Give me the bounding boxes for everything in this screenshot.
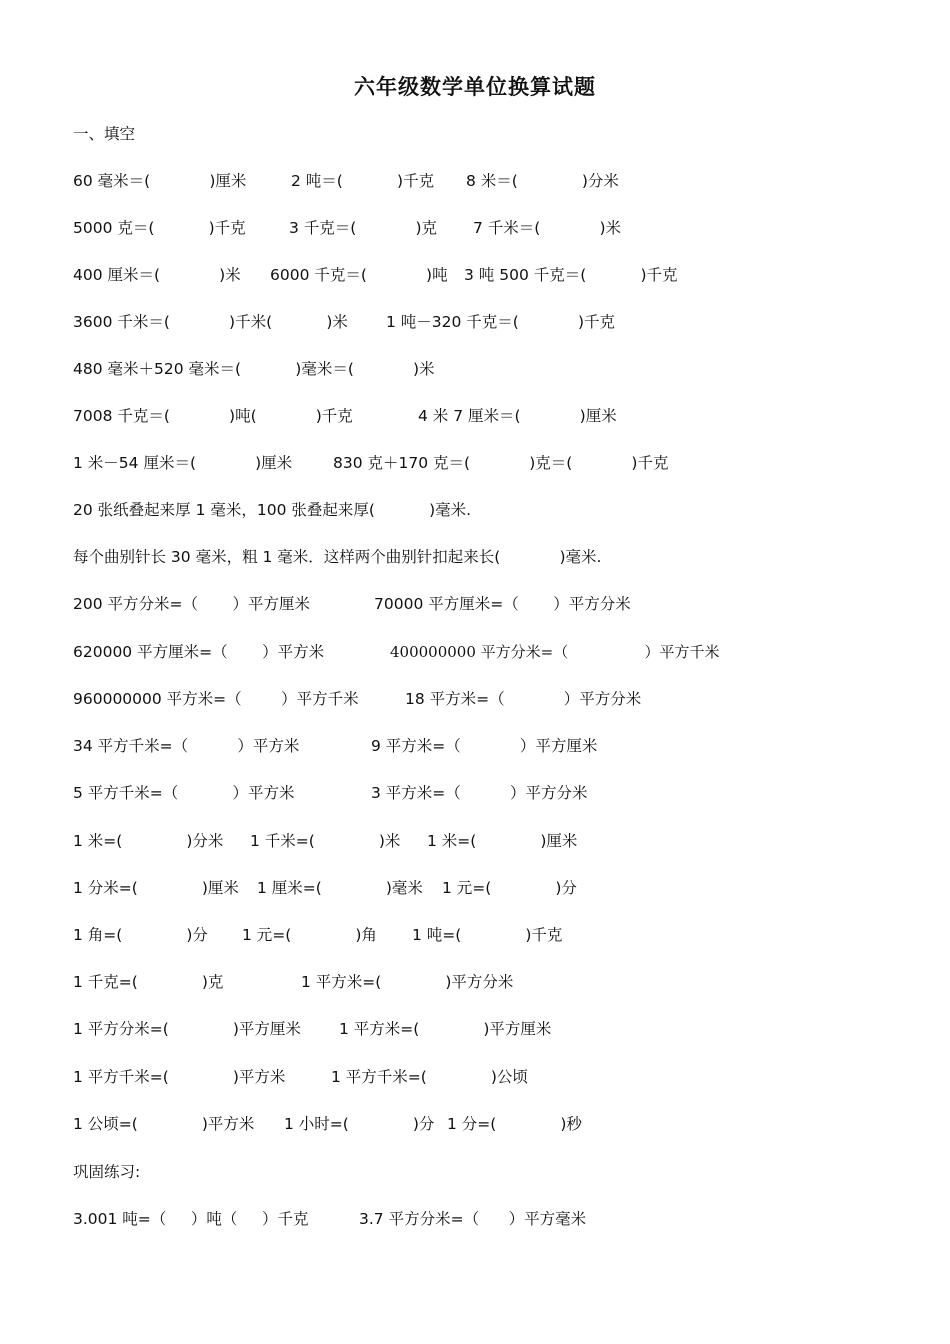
exercise-row [73, 875, 577, 901]
exercise-item: 3.7 平方分米=（ ）平方毫米 [359, 1210, 587, 1228]
exercise-item: 4 米 7 厘米＝( )厘米 [418, 407, 617, 425]
exercise-row [73, 591, 631, 617]
exercise-item: 3600 千米＝( )千米( )米 [73, 313, 348, 331]
exercise-item: 830 克＋170 克＝( )克＝( )千克 [333, 454, 669, 472]
exercise-item: 1 分=( )秒 [447, 1115, 582, 1133]
exercise-item: 1 角=( )分 [73, 926, 208, 944]
exercise-item: 1 吨－320 千克＝( )千克 [386, 313, 616, 331]
exercise-item: 18 平方米=（ ）平方分米 [405, 690, 642, 708]
exercise-item: 960000000 平方米=（ ）平方千米 [73, 690, 359, 708]
exercise-item: 3 千克＝( )克 [289, 219, 438, 237]
exercise-row [73, 215, 622, 241]
exercise-row [73, 450, 669, 476]
exercise-item: 1 小时=( )分 [284, 1115, 435, 1133]
exercise-item: 1 吨=( )千克 [412, 926, 563, 944]
exercise-row [73, 922, 563, 948]
exercise-row [73, 1111, 582, 1137]
section-label: 巩固练习: [73, 1163, 141, 1181]
exercise-row [73, 969, 514, 995]
exercise-item: 60 毫米＝( )厘米 [73, 172, 247, 190]
exercise-item: 1 平方米=( )平方厘米 [339, 1020, 552, 1038]
exercise-item: 480 毫米＋520 毫米＝( )毫米＝( )米 [73, 360, 435, 378]
section-heading-fill [73, 121, 136, 147]
exercise-item: 7008 千克＝( )吨( )千克 [73, 407, 353, 425]
exercise-item: 1 千米=( )米 [250, 832, 401, 850]
exercise-row [73, 1016, 552, 1042]
practice-row [73, 1206, 587, 1232]
exercise-item: 1 公顷=( )平方米 [73, 1115, 255, 1133]
exercise-row [73, 1064, 528, 1090]
section-heading-practice [73, 1159, 141, 1185]
exercise-row [73, 262, 678, 288]
exercise-item: 1 平方分米=( )平方厘米 [73, 1020, 301, 1038]
exercise-row [73, 639, 720, 665]
exercise-item: 3 平方米=（ ）平方分米 [371, 784, 588, 802]
exercise-row [73, 686, 642, 712]
exercise-item: 5000 克＝( )千克 [73, 219, 246, 237]
exercise-item: 1 平方千米=( )公顷 [331, 1068, 528, 1086]
exercise-item: 400 厘米＝( )米 [73, 266, 241, 284]
exercise-row [73, 356, 435, 382]
exercise-item: 1 米－54 厘米＝( )厘米 [73, 454, 293, 472]
exercise-item: 5 平方千米=（ ）平方米 [73, 784, 295, 802]
exercise-item: 2 吨＝( )千克 [291, 172, 435, 190]
exercise-item: 1 厘米=( )毫米 [257, 879, 423, 897]
exercise-item: 1 分米=( )厘米 [73, 879, 239, 897]
exercise-row [73, 168, 619, 194]
exercise-item: 1 米=( )厘米 [427, 832, 578, 850]
exercise-item: 1 千克=( )克 [73, 973, 224, 991]
exercise-row [73, 497, 472, 523]
exercise-row [73, 828, 578, 854]
exercise-item: 9 平方米=（ ）平方厘米 [371, 737, 598, 755]
exercise-row [73, 733, 598, 759]
exercise-row [73, 403, 617, 429]
exercise-item: 1 元=( )分 [442, 879, 577, 897]
exercise-row [73, 544, 602, 570]
exercise-item: 1 平方米=( )平方分米 [301, 973, 514, 991]
exercise-item: 1 米=( )分米 [73, 832, 224, 850]
exercise-item: 每个曲别针长 30 毫米，粗 1 毫米．这样两个曲别针扣起来长( )毫米. [73, 548, 602, 566]
exercise-item: 8 米＝( )分米 [466, 172, 619, 190]
exercise-item: 34 平方千米=（ ）平方米 [73, 737, 300, 755]
exercise-item: 400000000 平方分米=（ ）平方千米 [390, 643, 720, 661]
exercise-item: 7 千米＝( )米 [473, 219, 622, 237]
exercise-item: 620000 平方厘米=（ ）平方米 [73, 643, 325, 661]
section-label: 一、填空 [73, 125, 136, 143]
exercise-item: 20 张纸叠起来厚 1 毫米，100 张叠起来厚( )毫米. [73, 501, 472, 519]
exercise-row [73, 780, 588, 806]
exercise-row [73, 309, 616, 335]
worksheet-title: 六年级数学单位换算试题 [354, 75, 596, 99]
exercise-item: 200 平方分米=（ ）平方厘米 [73, 595, 310, 613]
exercise-item: 3.001 吨=（ ）吨（ ）千克 [73, 1210, 309, 1228]
exercise-item: 70000 平方厘米=（ ）平方分米 [374, 595, 631, 613]
exercise-item: 3 吨 500 千克＝( )千克 [464, 266, 678, 284]
exercise-item: 6000 千克＝( )吨 [270, 266, 448, 284]
exercise-item: 1 平方千米=( )平方米 [73, 1068, 286, 1086]
exercise-item: 1 元=( )角 [242, 926, 377, 944]
